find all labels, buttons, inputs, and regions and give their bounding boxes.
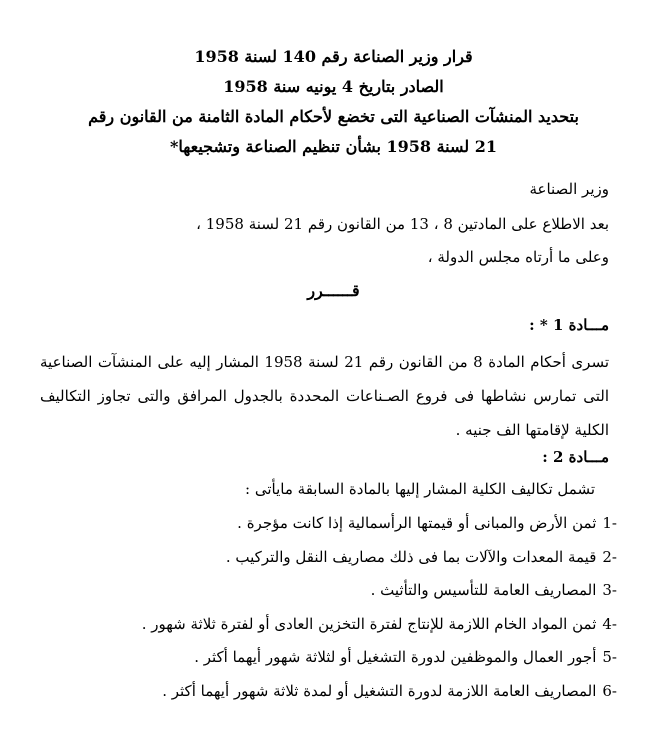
article-2-items [142, 507, 617, 708]
decree-title [60, 42, 607, 162]
article-1-heading: مـــادة 1 * : [529, 316, 609, 334]
list-item [142, 507, 617, 541]
item-text: أجور العمال والموظفين لدورة التشغيل أو لثلاثة شهور أيهما أكثر . [194, 648, 597, 666]
minister-line: وزير الصناعة [529, 180, 609, 198]
title-line-2: الصادر بتاريخ 4 يونيه سنة 1958 [223, 77, 444, 96]
item-text: ثمن الأرض والمبانى أو قيمتها الرأسمالية إذا كانت مؤجرة . [237, 514, 597, 532]
list-item [142, 675, 617, 709]
list-item [142, 641, 617, 675]
item-number: -4 [602, 614, 617, 633]
list-item [142, 541, 617, 575]
review-line: بعد الاطلاع على المادتين 8 ، 13 من القانون رقم 21 لسنة 1958 ، [196, 215, 609, 233]
article-2-heading: مـــادة 2 : [542, 448, 609, 466]
list-item [142, 574, 617, 608]
title-line-1: قرار وزير الصناعة رقم 140 لسنة 1958 [194, 47, 473, 66]
item-number: -2 [602, 547, 617, 566]
item-number: -6 [602, 681, 617, 700]
title-line-3: بتحديد المنشآت الصناعية التى تخضع لأحكام المادة الثامنة من القانون رقم [88, 107, 579, 126]
item-number: -1 [602, 514, 617, 532]
item-text: قيمة المعدات والآلات بما فى ذلك مصاريف النقل والتركيب . [225, 547, 597, 566]
article-1-text: تسرى أحكام المادة 8 من القانون رقم 21 لسنة 1958 المشار إليه على المنشآت الصناعية التى تمارس نشاطها فى فروع الصـناعات المحددة بالجدول المرافق والتى تجاوز التكاليف الكلية لإقامتها الف جنيه . [40, 353, 609, 439]
list-item [142, 608, 617, 642]
decision-heading: قــــــرر [307, 281, 360, 300]
item-number: -3 [602, 581, 617, 599]
item-text: المصاريف العامة للتأسيس والتأثيث . [370, 581, 597, 599]
council-line: وعلى ما أرتاه مجلس الدولة ، [427, 248, 609, 266]
title-line-4: 21 لسنة 1958 بشأن تنظيم الصناعة وتشجيعها* [170, 137, 497, 156]
item-number: -5 [602, 648, 617, 666]
article-2-intro: تشمل تكاليف الكلية المشار إليها بالمادة السابقة مايأتى : [245, 480, 595, 498]
item-text: ثمن المواد الخام اللازمة للإنتاج لفترة التخزين العادى أو لفترة ثلاثة شهور . [141, 614, 597, 633]
item-text: المصاريف العامة اللازمة لدورة التشغيل أو لمدة ثلاثة شهور أيهما أكثر . [162, 681, 597, 700]
